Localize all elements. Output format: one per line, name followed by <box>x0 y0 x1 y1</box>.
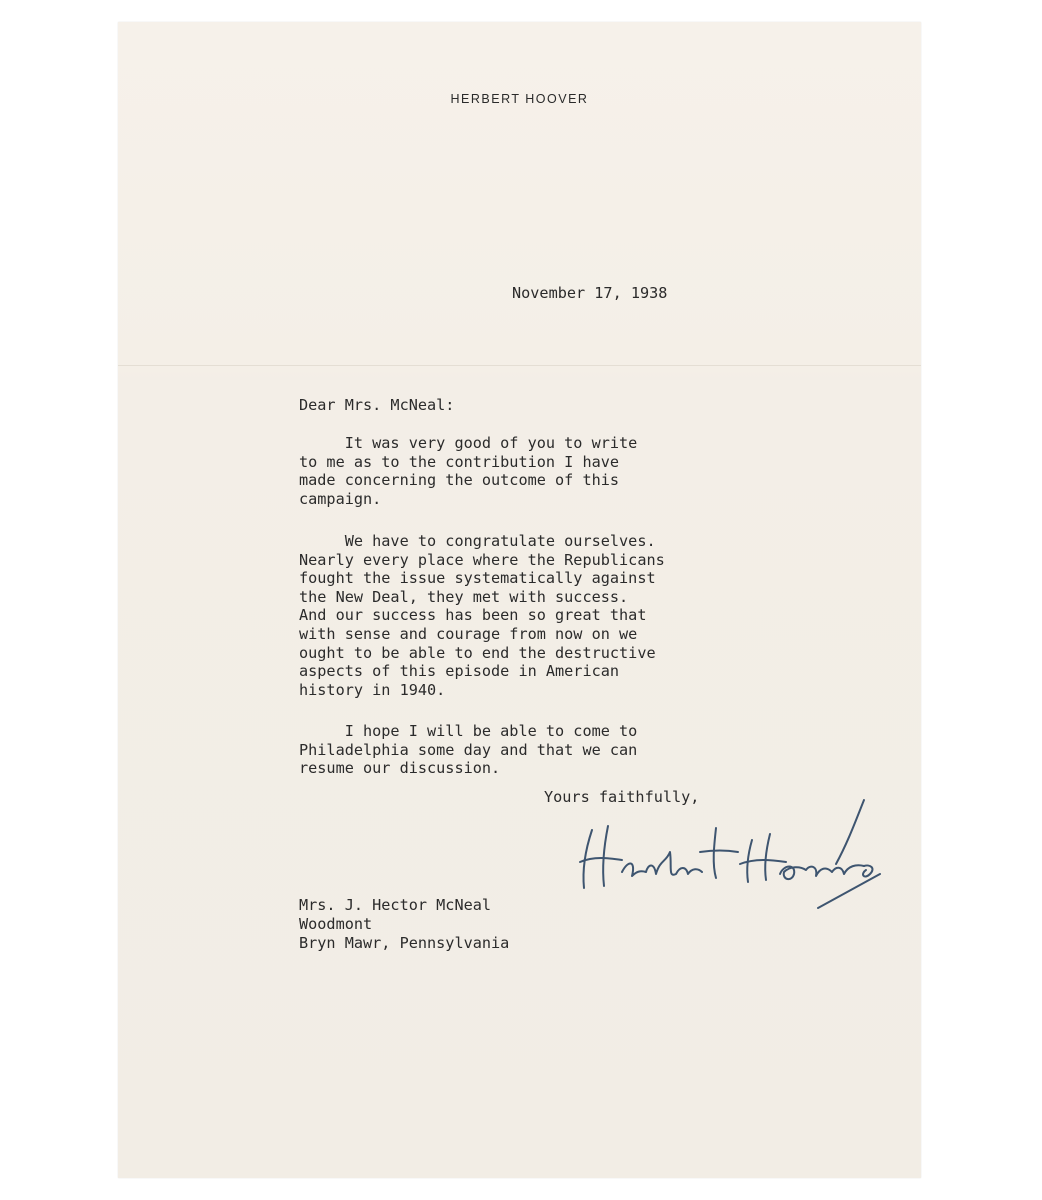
body-paragraph-2: We have to congratulate ourselves. Nearly every place where the Republicans fought the issue systematically against the New Deal, they met with success. And our success has been so great that with sense and courage from now on we ought to be able to end the destructive aspects of this episode in American history in 1940. <box>299 532 665 699</box>
closing: Yours faithfully, <box>544 788 700 806</box>
salutation: Dear Mrs. McNeal: <box>299 396 455 414</box>
address-name: Mrs. J. Hector McNeal <box>299 896 492 914</box>
address-line-1: Woodmont <box>299 915 373 933</box>
body-paragraph-3: I hope I will be able to come to Philadelphia some day and that we can resume our discussion. <box>299 722 638 778</box>
handwritten-signature <box>574 790 889 920</box>
letter-date: November 17, 1938 <box>512 284 668 302</box>
address-line-2: Bryn Mawr, Pennsylvania <box>299 934 510 952</box>
letterhead: HERBERT HOOVER <box>450 92 589 106</box>
fold-line <box>118 365 921 366</box>
letter-sheet <box>118 22 921 1178</box>
body-paragraph-1: It was very good of you to write to me as to the contribution I have made concerning the outcome of this campaign. <box>299 434 638 508</box>
